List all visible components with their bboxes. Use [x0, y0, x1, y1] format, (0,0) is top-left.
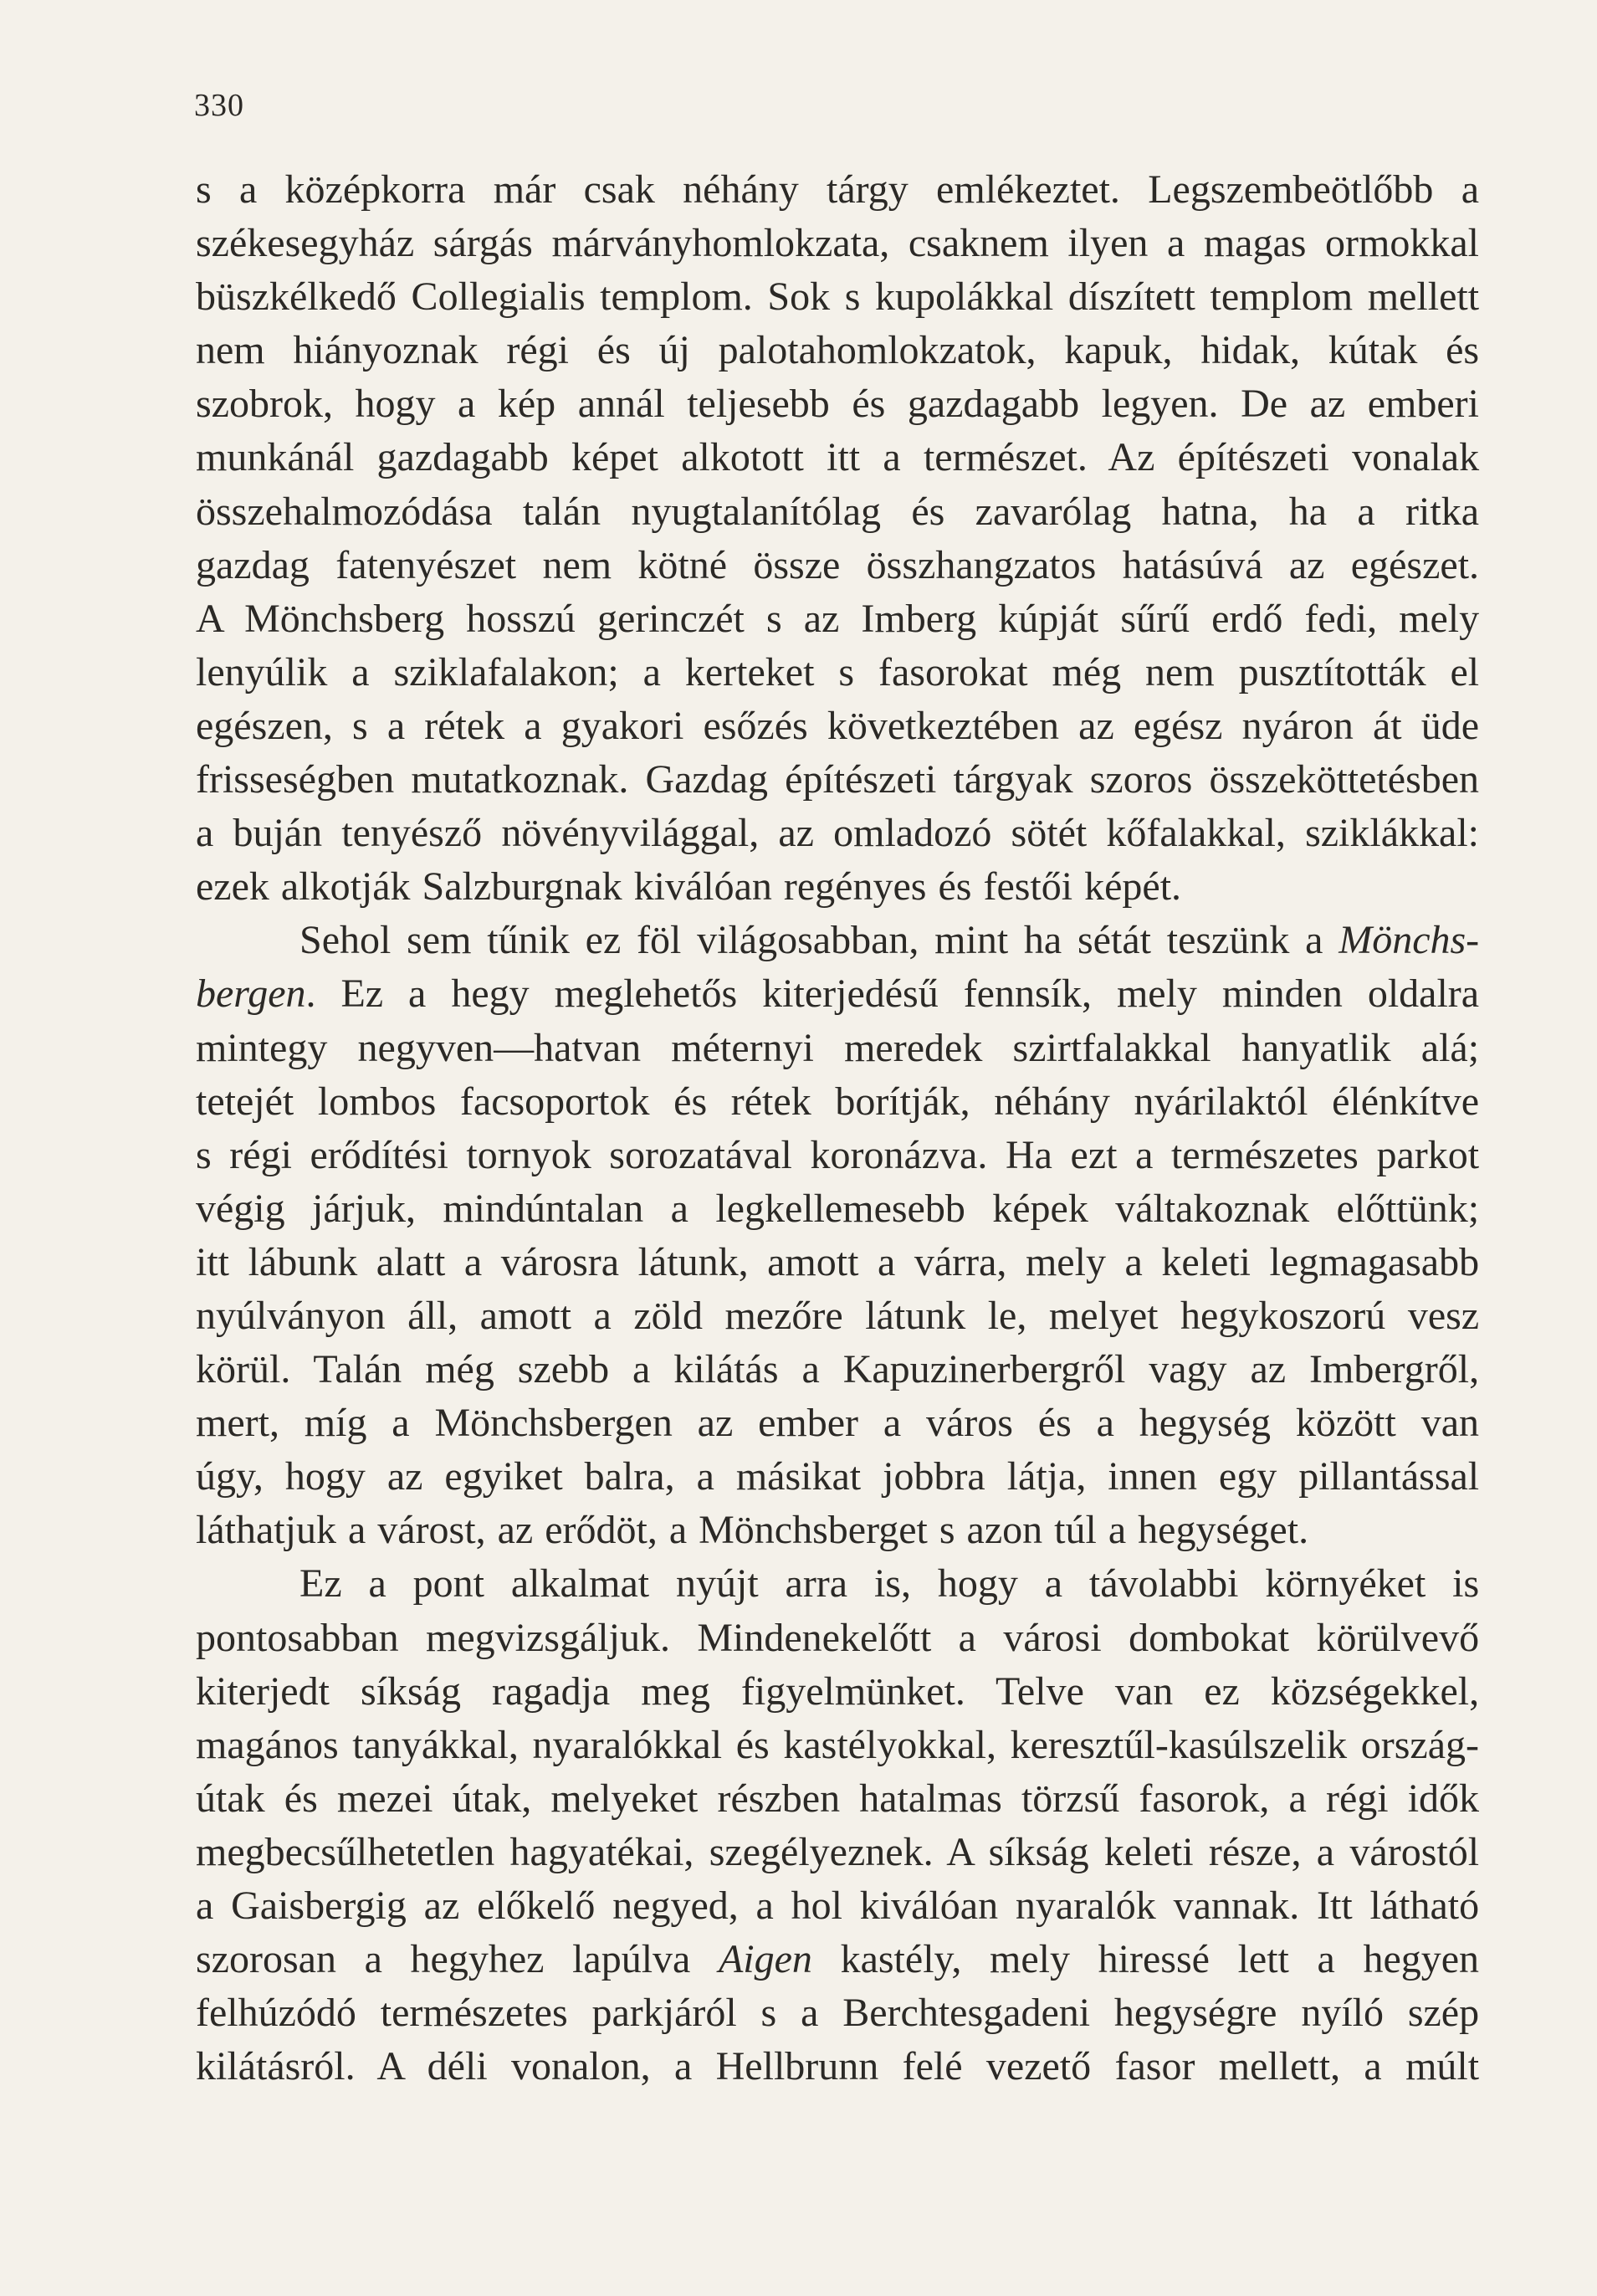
text-line: útak és mezei útak, melyeket részben hatalmas törzsű fasorok, a régi idők	[196, 1776, 1480, 1821]
text-line: nem hiányoznak régi és új palotahomlokzatok, kapuk, hidak, kútak és	[196, 328, 1480, 373]
text-line: nyúlványon áll, amott a zöld mezőre látunk le, melyet hegykoszorú vesz	[196, 1293, 1480, 1338]
text-line: végig járjuk, mindúntalan a legkellemesebb képek váltakoznak előttünk;	[196, 1186, 1480, 1231]
text-line: frisseségben mutatkoznak. Gazdag építészeti tárgyak szoros összeköttetésben	[196, 757, 1480, 802]
text-line: mert, míg a Mönchsbergen az ember a város és a hegység között van	[196, 1401, 1479, 1446]
text-line: itt lábunk alatt a városra látunk, amott a várra, mely a keleti legmagasabb	[196, 1239, 1480, 1284]
text-line: körül. Talán még szebb a kilátás a Kapuzinerbergről vagy az Imbergről,	[196, 1347, 1480, 1392]
text-line: A Mönchsberg hosszú gerinczét s az Imberg kúpját sűrű erdő fedi, mely	[196, 596, 1480, 641]
paragraph	[196, 1557, 1479, 2094]
text-line: székesegyház sárgás márványhomlokzata, csaknem ilyen a magas ormokkal	[196, 221, 1480, 266]
text-line: kilátásról. A déli vonalon, a Hellbrunn felé vezető fasor mellett, a múlt	[196, 2044, 1480, 2089]
text-line: a buján tenyésző növényvilággal, az omladozó sötét kőfalakkal, sziklákkal:	[196, 811, 1479, 856]
text-line: úgy, hogy az egyiket balra, a másikat jobbra látja, innen egy pillantással	[196, 1454, 1480, 1499]
text-line: ezek alkotják Salzburgnak kiválóan regényes és festői képét.	[196, 864, 1182, 910]
text-line: munkánál gazdagabb képet alkotott itt a természet. Az építészeti vonalak	[196, 435, 1480, 480]
text-line: tetejét lombos facsoportok és rétek borítják, néhány nyárilaktól élénkítve	[196, 1079, 1480, 1124]
text-line: lenyúlik a sziklafalakon; a kerteket s fasorokat még nem pusztították el	[196, 649, 1480, 694]
text-line: bergen. Ez a hegy meglehetős kiterjedésű fennsík, mely minden oldalra	[196, 971, 1480, 1017]
text-line: felhúzódó természetes parkjáról s a Berchtesgadeni hegységre nyíló szép	[196, 1991, 1480, 2036]
text-line: Ez a pont alkalmat nyújt arra is, hogy a távolabbi környéket is	[299, 1561, 1480, 1607]
text-line: büszkélkedő Collegialis templom. Sok s kupolákkal díszített templom mellett	[196, 274, 1480, 320]
body-text	[196, 163, 1479, 2094]
text-line: magános tanyákkal, nyaralókkal és kastélyokkal, keresztűl-kasúlszelik ország-	[196, 1722, 1480, 1767]
paragraph	[196, 914, 1479, 1557]
text-line: szobrok, hogy a kép annál teljesebb és gazdagabb legyen. De az emberi	[196, 382, 1479, 427]
text-line: szorosan a hegyhez lapúlva Aigen kastély, mely hiressé lett a hegyen	[196, 1937, 1480, 1982]
text-line: s a középkorra már csak néhány tárgy emlékeztet. Legszembeötlőbb a	[196, 167, 1479, 212]
text-line: s régi erődítési tornyok sorozatával koronázva. Ha ezt a természetes parkot	[196, 1132, 1480, 1177]
text-line: kiterjedt síkság ragadja meg figyelmünket. Telve van ez községekkel,	[196, 1668, 1480, 1714]
text-line: gazdag fatenyészet nem kötné össze összhangzatos hatásúvá az egészet.	[196, 542, 1480, 587]
text-line: megbecsűlhetetlen hagyatékai, szegélyeznek. A síkság keleti része, a várostól	[196, 1829, 1480, 1874]
text-line: pontosabban megvizsgáljuk. Mindenekelőtt a városi dombokat körülvevő	[196, 1615, 1480, 1660]
text-line: összehalmozódása talán nyugtalanítólag és zavarólag hatna, ha a ritka	[196, 489, 1479, 534]
page-number: 330	[194, 88, 244, 123]
text-line: egészen, s a rétek a gyakori esőzés következtében az egész nyáron át üde	[196, 703, 1480, 748]
text-line: Sehol sem tűnik ez föl világosabban, mint ha sétát teszünk a Mönchs-	[299, 918, 1480, 963]
text-line: láthatjuk a várost, az erődöt, a Mönchsberget s azon túl a hegységet.	[196, 1508, 1309, 1553]
paragraph	[196, 163, 1479, 914]
text-line: mintegy negyven—hatvan méternyi meredek szirtfalakkal hanyatlik alá;	[196, 1025, 1480, 1070]
text-line: a Gaisbergig az előkelő negyed, a hol kiválóan nyaralók vannak. Itt látható	[196, 1883, 1480, 1928]
